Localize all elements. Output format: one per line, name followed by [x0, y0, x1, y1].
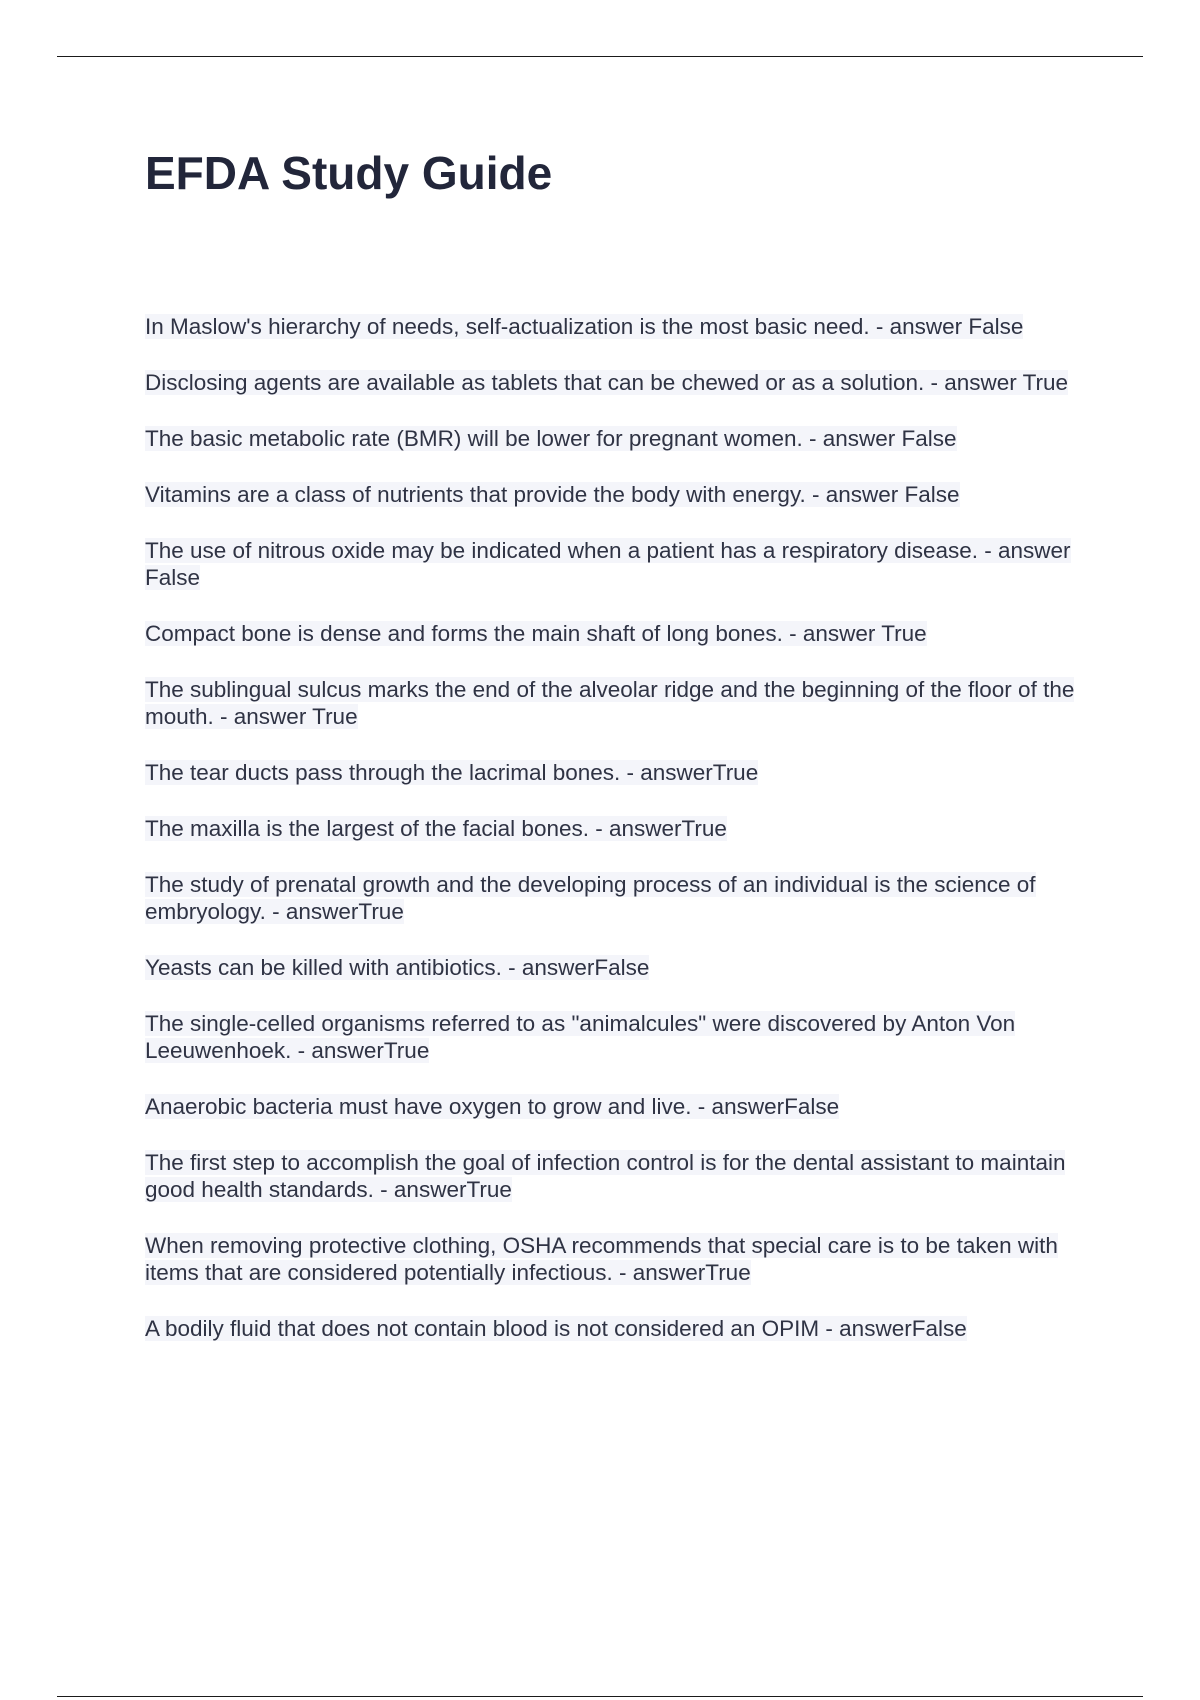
question-text: The use of nitrous oxide may be indicated when a patient has a respiratory disease. - answer False [145, 538, 1071, 590]
list-item [145, 425, 1085, 452]
list-item [145, 676, 1085, 730]
list-item [145, 620, 1085, 647]
question-text: In Maslow's hierarchy of needs, self-actualization is the most basic need. - answer False [145, 314, 1024, 339]
question-text: Anaerobic bacteria must have oxygen to grow and live. - answerFalse [145, 1094, 840, 1119]
list-item [145, 871, 1085, 925]
question-text: The sublingual sulcus marks the end of the alveolar ridge and the beginning of the floor of the mouth. - answer True [145, 677, 1075, 729]
list-item [145, 1149, 1085, 1203]
question-text: The maxilla is the largest of the facial bones. - answerTrue [145, 816, 727, 841]
list-item [145, 1093, 1085, 1120]
page-title: EFDA Study Guide [145, 147, 553, 199]
question-list [145, 313, 1085, 1371]
list-item [145, 954, 1085, 981]
list-item [145, 1010, 1085, 1064]
question-text: The single-celled organisms referred to as "animalcules" were discovered by Anton Von Leeuwenhoek. - answerTrue [145, 1011, 1016, 1063]
bottom-divider [57, 1696, 1143, 1697]
question-text: The study of prenatal growth and the developing process of an individual is the science of embryology. - answerTrue [145, 872, 1036, 924]
list-item [145, 481, 1085, 508]
top-divider [57, 56, 1143, 57]
question-text: A bodily fluid that does not contain blood is not considered an OPIM - answerFalse [145, 1316, 967, 1341]
question-text: When removing protective clothing, OSHA recommends that special care is to be taken with items that are considered potentially infectious. - answerTrue [145, 1233, 1058, 1285]
question-text: The tear ducts pass through the lacrimal bones. - answerTrue [145, 760, 759, 785]
question-text: Compact bone is dense and forms the main shaft of long bones. - answer True [145, 621, 927, 646]
list-item [145, 1232, 1085, 1286]
list-item [145, 369, 1085, 396]
list-item [145, 759, 1085, 786]
list-item [145, 313, 1085, 340]
question-text: Vitamins are a class of nutrients that provide the body with energy. - answer False [145, 482, 960, 507]
list-item [145, 537, 1085, 591]
question-text: The basic metabolic rate (BMR) will be lower for pregnant women. - answer False [145, 426, 957, 451]
question-text: The first step to accomplish the goal of infection control is for the dental assistant to maintain good health standards. - answerTrue [145, 1150, 1066, 1202]
list-item [145, 1315, 1085, 1342]
question-text: Yeasts can be killed with antibiotics. - answerFalse [145, 955, 650, 980]
question-text: Disclosing agents are available as tablets that can be chewed or as a solution. - answer True [145, 370, 1069, 395]
list-item [145, 815, 1085, 842]
